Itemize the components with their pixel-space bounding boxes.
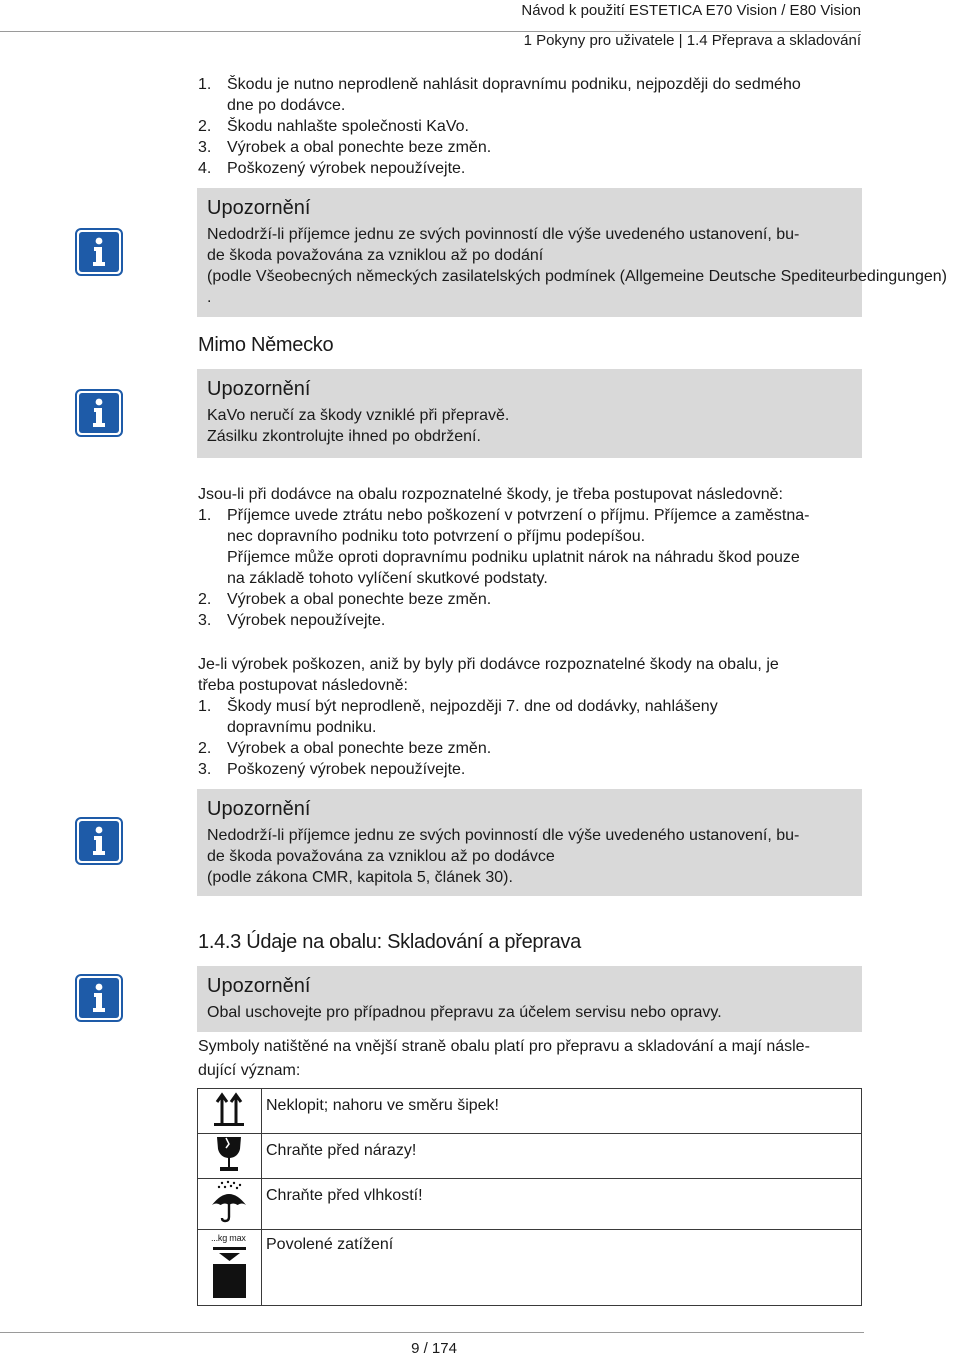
procedure-visible-damage: [198, 484, 862, 631]
note-text: KaVo neručí za škody vzniklé při přepravě.: [207, 407, 510, 424]
list-number: 1.: [198, 507, 212, 524]
warning-note: [197, 188, 947, 317]
paragraph-text: Je-li výrobek poškozen, aniž by byly při dodávce rozpoznatelné škody na obalu, je: [198, 656, 779, 673]
list-number: 2.: [198, 591, 212, 608]
list-text: Příjemce může oproti dopravnímu podniku uplatnit nárok na náhradu škod pouze: [227, 549, 800, 566]
table-row: [198, 1179, 862, 1230]
table-cell: [198, 1230, 262, 1306]
fragile-glass-icon: [198, 1134, 261, 1173]
list-item: [198, 505, 862, 589]
info-icon: [75, 817, 123, 865]
note-text: Nedodrží-li příjemce jednu ze svých povinností dle výše uvedeného ustanovení, bu-: [207, 827, 800, 844]
note-title: Upozornění: [207, 197, 311, 219]
note-title: Upozornění: [207, 798, 311, 820]
table-row: [198, 1230, 862, 1306]
list-number: 4.: [198, 160, 212, 177]
section-heading: Mimo Německo: [198, 334, 334, 356]
list-item: [198, 738, 862, 759]
list-text: Poškozený výrobek nepoužívejte.: [227, 761, 466, 778]
list-text: Výrobek a obal ponechte beze změn.: [227, 591, 492, 608]
table-cell: Povolené zatížení: [262, 1230, 862, 1306]
damage-report-list: [198, 74, 862, 179]
note-text: Nedodrží-li příjemce jednu ze svých povinností dle výše uvedeného ustanovení, bu-: [207, 226, 800, 243]
list-text: Výrobek nepoužívejte.: [227, 612, 386, 629]
footer-divider: [0, 1332, 864, 1333]
list-text: Škody musí být neprodleně, nejpozději 7. dne od dodávky, nahlášeny: [227, 698, 718, 715]
list-number: 2.: [198, 118, 212, 135]
this-way-up-icon: [198, 1089, 261, 1128]
list-number: 3.: [198, 139, 212, 156]
warning-note: [197, 789, 862, 896]
paragraph-text: dující význam:: [198, 1062, 301, 1079]
list-text: Příjemce uvede ztrátu nebo poškození v potvrzení o příjmu. Příjemce a zaměstna-: [227, 507, 810, 524]
list-text: Škodu nahlašte společnosti KaVo.: [227, 118, 469, 135]
list-text: Poškozený výrobek nepoužívejte.: [227, 160, 466, 177]
list-text: Škodu je nutno neprodleně nahlásit dopravnímu podniku, nejpozději do sedmého: [227, 76, 801, 93]
note-title: Upozornění: [207, 975, 311, 997]
list-number: 1.: [198, 76, 212, 93]
table-cell: [198, 1089, 262, 1134]
section-heading: 1.4.3 Údaje na obalu: Skladování a přeprava: [198, 931, 581, 953]
info-icon: [75, 228, 123, 276]
symbols-intro: [198, 1035, 862, 1083]
info-icon: [75, 974, 123, 1022]
note-title: Upozornění: [207, 378, 311, 400]
page-number: 9 / 174: [411, 1340, 457, 1357]
list-item: [198, 589, 862, 610]
note-text: .: [207, 289, 212, 306]
note-text: (podle Všeobecných německých zasilatelských podmínek (Allgemeine Deutsche Spediteurbedingungen): [207, 268, 947, 285]
table-cell: Neklopit; nahoru ve směru šipek!: [262, 1089, 862, 1134]
list-item: [198, 759, 862, 780]
list-number: 2.: [198, 740, 212, 757]
note-text: Obal uschovejte pro případnou přepravu za účelem servisu nebo opravy.: [207, 1004, 722, 1021]
list-item: [198, 696, 862, 738]
note-text: de škoda považována za vzniklou až po dodání: [207, 247, 544, 264]
list-text: Výrobek a obal ponechte beze změn.: [227, 139, 492, 156]
list-item: [198, 610, 862, 631]
symbols-table: [197, 1088, 862, 1306]
table-row: [198, 1134, 862, 1179]
list-text: Výrobek a obal ponechte beze změn.: [227, 740, 492, 757]
warning-note: [197, 966, 862, 1032]
paragraph-text: třeba postupovat následovně:: [198, 677, 408, 694]
info-icon: [75, 389, 123, 437]
table-row: [198, 1089, 862, 1134]
note-text: Zásilku zkontrolujte ihned po obdržení.: [207, 428, 481, 445]
table-cell: [198, 1134, 262, 1179]
table-cell: Chraňte před vlhkostí!: [262, 1179, 862, 1230]
list-item: [198, 74, 862, 116]
list-item: [198, 116, 862, 137]
paragraph-text: Jsou-li při dodávce na obalu rozpoznatelné škody, je třeba postupovat následovně:: [198, 486, 783, 503]
table-cell: [198, 1179, 262, 1230]
load-limit-label: ...kg max: [211, 1233, 246, 1243]
list-item: [198, 158, 862, 179]
paragraph-text: Symboly natištěné na vnější straně obalu platí pro přepravu a skladování a mají násle-: [198, 1038, 810, 1055]
umbrella-icon: [198, 1179, 261, 1224]
breadcrumb: 1 Pokyny pro uživatele | 1.4 Přeprava a skladování: [523, 32, 861, 49]
table-cell: Chraňte před nárazy!: [262, 1134, 862, 1179]
document-title: Návod k použití ESTETICA E70 Vision / E80 Vision: [521, 2, 861, 19]
list-number: 1.: [198, 698, 212, 715]
list-item: [198, 137, 862, 158]
note-text: (podle zákona CMR, kapitola 5, článek 30).: [207, 869, 513, 886]
list-text: dopravnímu podniku.: [227, 719, 377, 736]
list-text: dne po dodávce.: [227, 97, 346, 114]
list-text: nec dopravního podniku toto potvrzení o příjmu podepíšou.: [227, 528, 646, 545]
list-text: na základě tohoto vylíčení skutkové podstaty.: [227, 570, 548, 587]
procedure-hidden-damage: [198, 654, 862, 780]
list-number: 3.: [198, 612, 212, 629]
note-text: de škoda považována za vzniklou až po dodávce: [207, 848, 555, 865]
list-number: 3.: [198, 761, 212, 778]
warning-note: [197, 369, 862, 458]
